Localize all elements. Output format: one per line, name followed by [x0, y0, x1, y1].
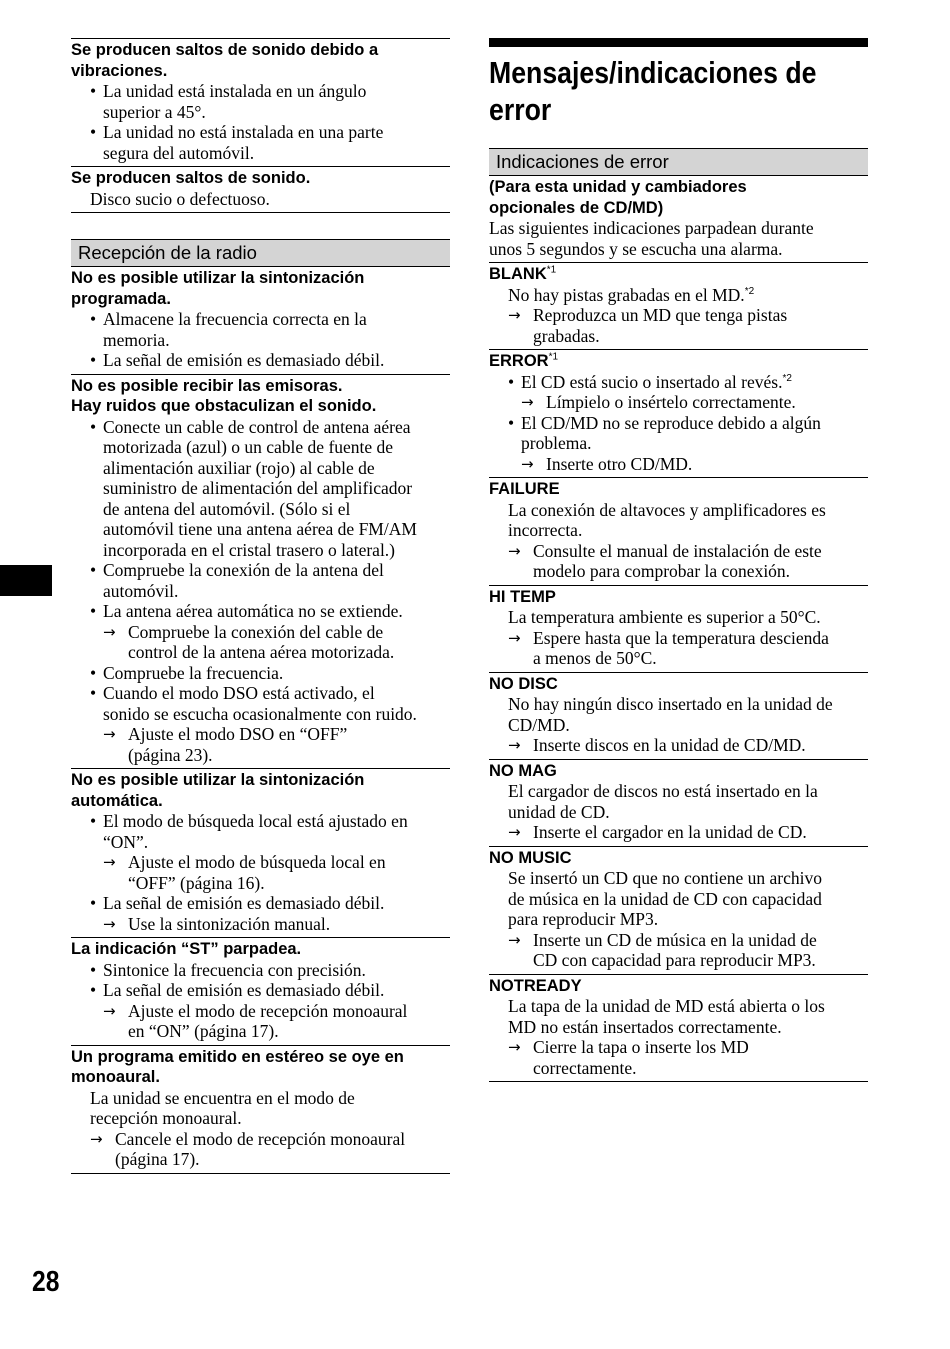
entry-text-line: Se insertó un CD que no contiene un archivo	[508, 868, 822, 888]
bullet-item	[489, 372, 868, 393]
entry-heading	[71, 1047, 450, 1088]
solution-item: → Inserte discos en la unidad de CD/MD.	[489, 735, 868, 756]
entry-text-line: recepción monoaural.	[90, 1108, 242, 1128]
error-entry-no-disc	[489, 673, 868, 760]
bullet-text: El CD está sucio o insertado al revés.	[521, 371, 783, 392]
error-entry-failure	[489, 478, 868, 586]
intro-text-line: Las siguientes indicaciones parpadean durante	[489, 218, 814, 238]
error-entry-no-mag	[489, 760, 868, 847]
entry-heading	[71, 770, 450, 811]
bullet-item	[71, 683, 450, 724]
bullet-item	[71, 309, 450, 350]
solution-item: → Use la sintonización manual.	[71, 914, 450, 935]
entry-text	[489, 781, 868, 822]
troubleshoot-entry	[71, 167, 450, 213]
entry-heading	[71, 40, 450, 81]
solution-text: Cancele el modo de recepción monoaural	[115, 1128, 406, 1149]
heading-line: (Para esta unidad y cambiadores	[489, 178, 747, 196]
bullet-text: automóvil tiene una antena aérea de FM/AM	[103, 519, 417, 539]
solution-text: Reproduzca un MD que tenga pistas	[533, 305, 788, 325]
solution-text: correctamente.	[533, 1057, 637, 1078]
bullet-text: memoria.	[103, 329, 170, 350]
section-title: Recepción de la radio	[71, 239, 450, 267]
solution-text: en “ON” (página 17).	[128, 1021, 279, 1041]
heading-line: Un programa emitido en estéreo se oye en	[71, 1047, 404, 1066]
entry-text	[489, 694, 868, 735]
entry-text	[489, 500, 868, 541]
entry-text-line: No hay pistas grabadas en el MD.	[508, 284, 745, 305]
error-code: HI TEMP	[489, 587, 556, 606]
bullet-text: segura del automóvil.	[103, 142, 255, 163]
entry-text-line: No hay ningún disco insertado en la unidad de	[508, 694, 833, 714]
bullet-item: • La antena aérea automática no se extiende.	[71, 601, 450, 622]
footnote-mark: *1	[548, 351, 559, 363]
entry-text-line: El cargador de discos no está insertado en la	[508, 781, 818, 801]
entry-text	[489, 868, 868, 930]
title-line: Mensajes/indicaciones de	[489, 55, 817, 90]
bullet-item	[71, 122, 450, 163]
entry-text-line: de música en la unidad de CD con capacidad	[508, 888, 822, 909]
error-entry-blank	[489, 263, 868, 350]
bullet-item	[489, 413, 868, 454]
heading-line: Hay ruidos que obstaculizan el sonido.	[71, 397, 377, 415]
entry-text	[489, 285, 868, 306]
intro-heading	[489, 177, 868, 218]
bullet-text: “ON”.	[103, 831, 149, 852]
solution-text: Inserte un CD de música en la unidad de	[533, 929, 817, 950]
heading-line: No es posible utilizar la sintonización	[71, 269, 365, 287]
solution-item	[71, 1129, 450, 1170]
entry-text	[71, 1088, 450, 1129]
solution-text: CD con capacidad para reproducir MP3.	[533, 950, 816, 970]
solution-item	[71, 724, 450, 765]
solution-item	[71, 852, 450, 893]
heading-line: opcionales de CD/MD)	[489, 198, 664, 217]
entry-text-line: CD/MD.	[508, 714, 570, 735]
section-title: Indicaciones de error	[489, 148, 868, 176]
bullet-text: motorizada (azul) o un cable de fuente de	[103, 437, 394, 457]
troubleshoot-entry	[71, 38, 450, 167]
solution-text: Compruebe la conexión del cable de	[128, 621, 384, 642]
bullet-item	[71, 811, 450, 852]
heading-line: programada.	[71, 289, 171, 308]
error-entry-error	[489, 350, 868, 478]
entry-heading: Se producen saltos de sonido.	[71, 169, 311, 187]
bullet-item: • La señal de emisión es demasiado débil.	[71, 350, 450, 371]
heading-line: No es posible utilizar la sintonización	[71, 771, 365, 789]
error-code: NO DISC	[489, 674, 558, 693]
bullet-text: Compruebe la conexión de la antena del	[103, 560, 384, 580]
solution-text: Consulte el manual de instalación de este	[533, 540, 822, 561]
bullet-text: sonido se escucha ocasionalmente con ruido.	[103, 703, 417, 724]
troubleshoot-entry	[71, 267, 450, 375]
solution-item: → Inserte otro CD/MD.	[489, 454, 868, 475]
bullet-item	[71, 81, 450, 122]
bullet-text: La unidad no está instalada en una parte	[103, 122, 384, 142]
bullet-item: • Compruebe la frecuencia.	[71, 663, 450, 684]
footnote-mark: *2	[744, 285, 755, 297]
entry-text-line: La conexión de altavoces y amplificadores es	[508, 499, 826, 520]
bullet-text: La unidad está instalada en un ángulo	[103, 81, 367, 101]
bullet-item: • La señal de emisión es demasiado débil.	[71, 893, 450, 914]
solution-item: → Límpielo o insértelo correctamente.	[489, 392, 868, 413]
entry-heading	[71, 376, 450, 417]
solution-item: → Inserte el cargador en la unidad de CD.	[489, 822, 868, 843]
solution-item	[489, 1037, 868, 1078]
entry-text: La temperatura ambiente es superior a 50°C.	[508, 607, 821, 627]
bullet-text: • Conecte un cable de control de antena aérea	[103, 416, 411, 437]
section-tab-marker	[0, 565, 52, 596]
heading-line: vibraciones.	[71, 61, 168, 80]
error-code: NO MAG	[489, 761, 557, 780]
bullet-text: alimentación auxiliar (rojo) al cable de	[103, 457, 375, 478]
solution-text: (página 23).	[128, 744, 213, 765]
troubleshoot-entry	[71, 769, 450, 938]
bullet-text: incorporada en el cristal trasero o lateral.)	[103, 539, 396, 560]
entry-text	[489, 996, 868, 1037]
entry-text-line: La tapa de la unidad de MD está abierta o los	[508, 996, 825, 1016]
bullet-item	[71, 560, 450, 601]
title-line: error	[489, 92, 552, 127]
error-entry-no-music	[489, 847, 868, 975]
intro-block	[489, 176, 868, 263]
solution-text: control de la antena aérea motorizada.	[128, 642, 395, 662]
page-number: 28	[32, 1266, 60, 1298]
bullet-text: El modo de búsqueda local está ajustado en	[103, 811, 408, 831]
entry-heading	[489, 351, 868, 372]
solution-text: Cierre la tapa o inserte los MD	[533, 1037, 749, 1057]
solution-text: Espere hasta que la temperatura descienda	[533, 627, 829, 648]
page-title	[489, 54, 867, 128]
intro-text	[489, 218, 868, 259]
entry-text-line: unidad de CD.	[508, 801, 610, 822]
bullet-text: superior a 45°.	[103, 101, 206, 122]
bullet-text: de antena del automóvil. (Sólo si el	[103, 498, 351, 519]
bullet-text: problema.	[521, 433, 592, 453]
entry-heading: La indicación “ST” parpadea.	[71, 940, 302, 958]
error-code: ERROR	[489, 352, 549, 370]
bullet-item	[71, 417, 450, 561]
solution-item	[489, 305, 868, 346]
heading-line: monoaural.	[71, 1068, 160, 1086]
bullet-text: automóvil.	[103, 580, 179, 601]
troubleshoot-entry	[71, 1046, 450, 1174]
solution-text: modelo para comprobar la conexión.	[533, 561, 791, 581]
solution-text: (página 17).	[115, 1149, 200, 1169]
solution-item	[489, 628, 868, 669]
left-column	[71, 38, 450, 1174]
solution-item	[71, 1001, 450, 1042]
intro-text-line: unos 5 segundos y se escucha una alarma.	[489, 238, 783, 259]
entry-heading	[71, 268, 450, 309]
entry-text: Disco sucio o defectuoso.	[90, 188, 270, 209]
solution-text: a menos de 50°C.	[533, 648, 657, 668]
entry-text-line: para reproducir MP3.	[508, 909, 659, 929]
error-code: FAILURE	[489, 480, 560, 498]
heading-line: automática.	[71, 791, 163, 810]
footnote-mark: *2	[782, 372, 792, 384]
footnote-mark: *1	[546, 264, 557, 276]
entry-heading	[489, 264, 868, 285]
bullet-text: El CD/MD no se reproduce debido a algún	[521, 412, 821, 433]
bullet-item: • La señal de emisión es demasiado débil.	[71, 980, 450, 1001]
error-code: BLANK	[489, 265, 547, 283]
bullet-item: • Sintonice la frecuencia con precisión.	[71, 960, 450, 981]
solution-text: Ajuste el modo de recepción monoaural	[128, 1000, 408, 1021]
error-entry-notready	[489, 975, 868, 1083]
solution-text: Ajuste el modo de búsqueda local en	[128, 852, 386, 872]
entry-text-line: La unidad se encuentra en el modo de	[90, 1087, 355, 1108]
heading-line: No es posible recibir las emisoras.	[71, 376, 343, 395]
solution-text: “OFF” (página 16).	[128, 872, 265, 893]
bullet-text: Cuando el modo DSO está activado, el	[103, 683, 375, 703]
error-entry-hi-temp	[489, 586, 868, 673]
error-code: NOTREADY	[489, 976, 582, 995]
solution-text: grabadas.	[533, 325, 600, 346]
heading-line: Se producen saltos de sonido debido a	[71, 41, 379, 59]
entry-text-line: incorrecta.	[508, 520, 583, 540]
entry-text-line: MD no están insertados correctamente.	[508, 1016, 782, 1037]
solution-item	[489, 541, 868, 582]
right-column	[489, 38, 868, 1082]
solution-item	[489, 930, 868, 971]
troubleshoot-entry	[71, 375, 450, 770]
solution-text: Ajuste el modo DSO en “OFF”	[128, 724, 348, 744]
bullet-text: Almacene la frecuencia correcta en la	[103, 309, 367, 329]
bullet-text: suministro de alimentación del amplificador	[103, 478, 413, 498]
error-code: NO MUSIC	[489, 848, 572, 867]
solution-item	[71, 622, 450, 663]
title-rule	[489, 38, 868, 47]
troubleshoot-entry	[71, 938, 450, 1046]
